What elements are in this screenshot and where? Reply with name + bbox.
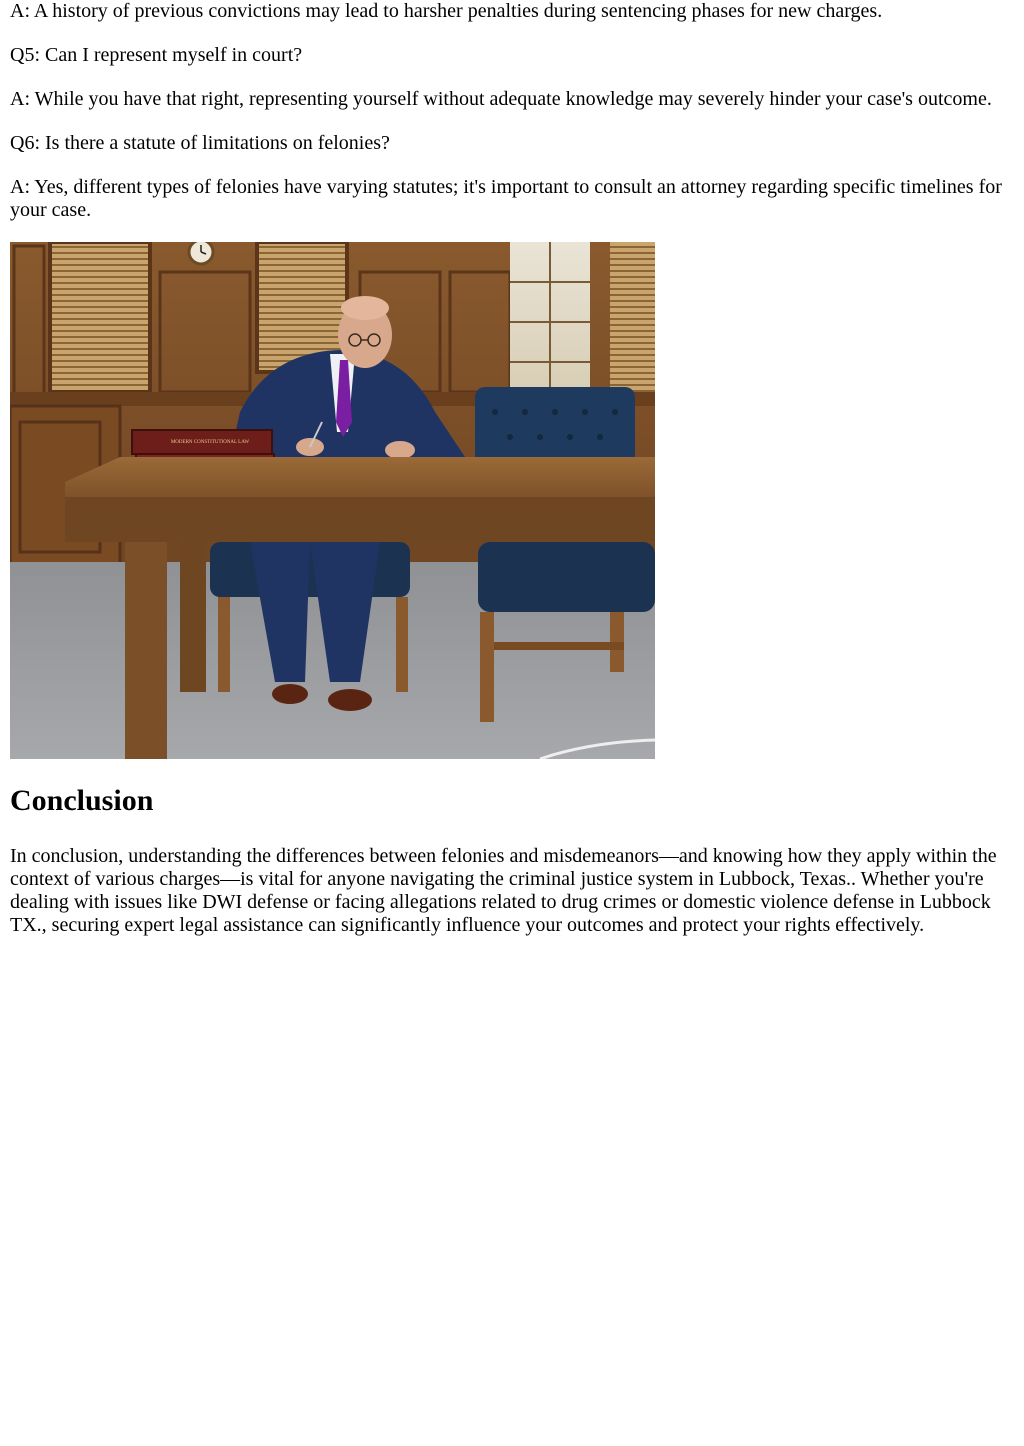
conclusion-paragraph: In conclusion, understanding the differences between felonies and misdemeanors—and knowing how they apply within the context of various charges—is vital for anyone navigating the criminal justice system in Lubbock, Texas.. Whether you're dealing with issues like DWI defense or facing allegations related to drug crimes or domestic violence defense in Lubbock TX., securing expert legal assistance can significantly influence your outcomes and protect your rights effectively. bbox=[10, 845, 997, 936]
faq-question-6: Q6: Is there a statute of limitations on felonies? bbox=[10, 132, 390, 154]
courtroom-photo bbox=[10, 242, 655, 759]
conclusion-heading: Conclusion bbox=[10, 784, 154, 817]
faq-question-5: Q5: Can I represent myself in court? bbox=[10, 44, 303, 66]
faq-answer-5: A: While you have that right, representing yourself without adequate knowledge may severely hinder your case's outcome. bbox=[10, 88, 992, 110]
faq-answer-4: A: A history of previous convictions may lead to harsher penalties during sentencing phases for new charges. bbox=[10, 0, 883, 22]
faq-answer-6: A: Yes, different types of felonies have varying statutes; it's important to consult an attorney regarding specific timelines for your case. bbox=[10, 176, 1002, 221]
book-top-title: MODERN CONSTITUTIONAL LAW bbox=[170, 440, 250, 445]
